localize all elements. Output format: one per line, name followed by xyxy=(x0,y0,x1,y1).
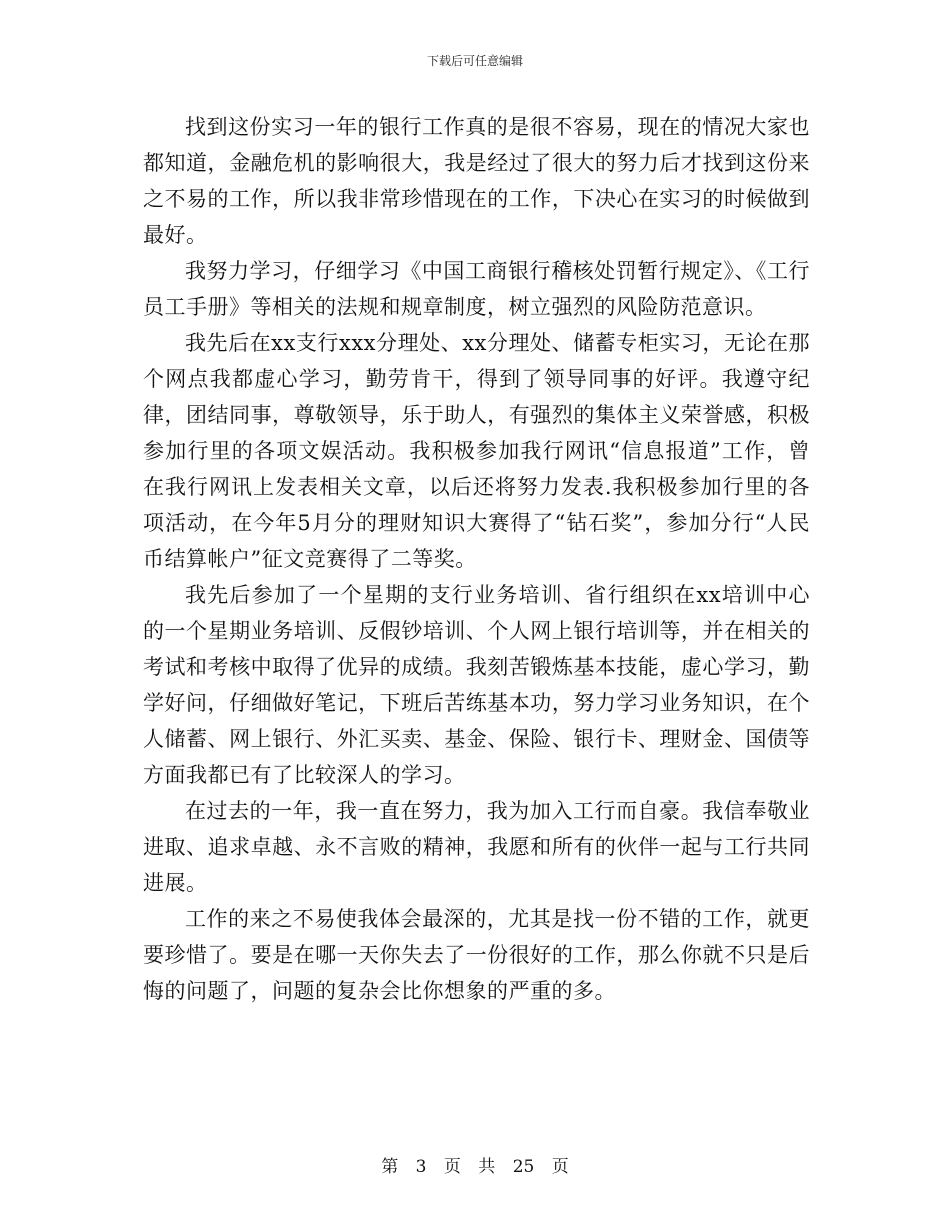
page-header: 下载后可任意编辑 xyxy=(426,54,523,68)
paragraph-4: 我先后参加了一个星期的支行业务培训、省行组织在xx培训中心的一个星期业务培训、反假钞培训、个人网上银行培训等，并在相关的考试和考核中取得了优异的成绩。我刻苦锻炼基本技能，虚心学习，勤学好问，仔细做好笔记，下班后苦练基本功，努力学习业务知识，在个人储蓄、网上银行、外汇买卖、基金、保险、银行卡、理财金、国债等方面我都已有了比较深人的学习。 xyxy=(143,583,810,787)
paragraph-1: 找到这份实习一年的银行工作真的是很不容易，现在的情况大家也都知道，金融危机的影响很大，我是经过了很大的努力后才找到这份来之不易的工作，所以我非常珍惜现在的工作，下决心在实习的时候做到最好。 xyxy=(143,115,810,247)
footer-page-word: 页 xyxy=(443,1157,461,1177)
footer-prefix: 第 xyxy=(381,1157,399,1177)
footer-total-pages: 25 xyxy=(512,1157,535,1177)
paragraph-5: 在过去的一年，我一直在努力，我为加入工行而自豪。我信奉敬业进取、追求卓越、永不言败的精神，我愿和所有的伙伴一起与工行共同进展。 xyxy=(143,799,810,895)
footer-suffix: 页 xyxy=(551,1157,569,1177)
paragraph-6: 工作的来之不易使我体会最深的，尤其是找一份不错的工作，就更要珍惜了。要是在哪一天你失去了一份很好的工作，那么你就不只是后悔的问题了，问题的复杂会比你想象的严重的多。 xyxy=(143,907,810,1003)
footer-current-page: 3 xyxy=(415,1157,427,1177)
page-footer xyxy=(0,1156,950,1178)
document-body xyxy=(143,109,810,1009)
footer-total-word: 共 xyxy=(478,1157,496,1177)
paragraph-2: 我努力学习，仔细学习《中国工商银行稽核处罚暂行规定》、《工行员工手册》等相关的法规和规章制度，树立强烈的风险防范意识。 xyxy=(143,259,810,319)
paragraph-3: 我先后在xx支行xxx分理处、xx分理处、储蓄专柜实习，无论在那个网点我都虚心学习，勤劳肯干，得到了领导同事的好评。我遵守纪律，团结同事，尊敬领导，乐于助人，有强烈的集体主义荣誉感，积极参加行里的各项文娱活动。我积极参加我行网讯“信息报道”工作，曾在我行网讯上发表相关文章，以后还将努力发表.我积极参加行里的各项活动，在今年5月分的理财知识大赛得了“钻石奖”，参加分行“人民币结算帐户”征文竞赛得了二等奖。 xyxy=(143,331,810,571)
